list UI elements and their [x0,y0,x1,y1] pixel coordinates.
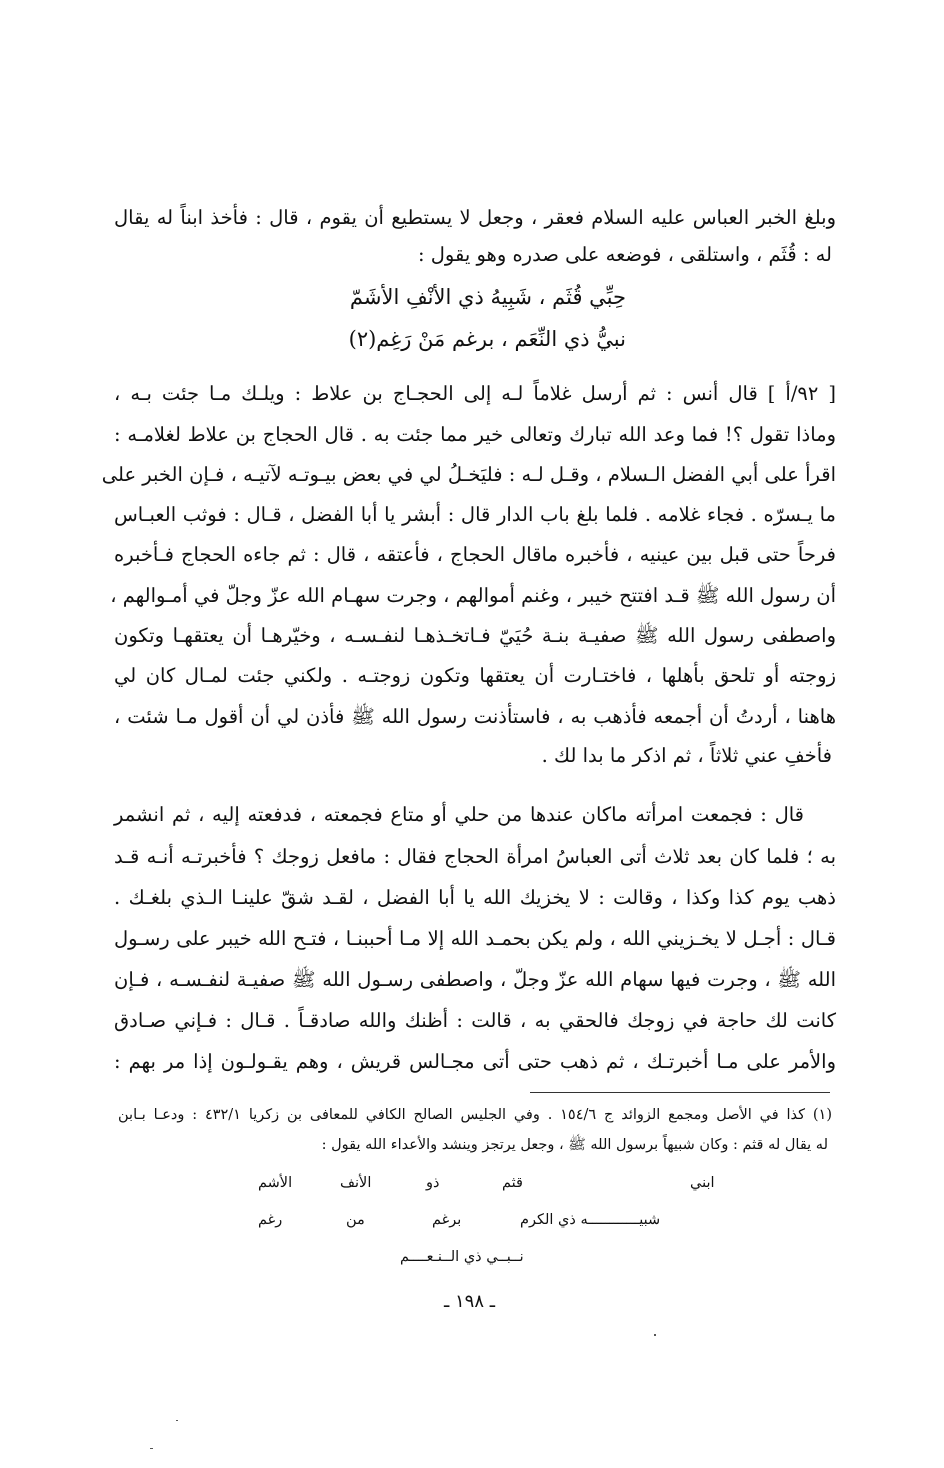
footnote-poem-r2-c3: من [346,1212,365,1228]
scan-speck [176,1420,178,1421]
verse-line-1: حِبِّي قُثَم ، شَبِيهُ ذي الأنْفِ الأشَمّ [349,285,626,309]
paragraph-2-line-10: فأخفِ عني ثلاثاً ، ثم اذكر ما بدا لك . [541,744,832,767]
paragraph-2-line-4: ما يـسرّه . فجاء غلامه . فلما بلغ باب الدار قال : أبشر يا أبا الفضل ، قـال : فوثب العبـاس [114,503,836,526]
paragraph-3-line-1: قال : فجمعت امرأته ماكان عندها من حلي أو متاع فجمعته ، فدفعته إليه ، ثم انشمر [114,803,804,826]
paragraph-2-line-3: اقرأ على أبي الفضل الـسلام ، وقـل لـه : فليَخـلُ لي في بعض بيـوتـه لآتيـه ، فـإن الخبر على [101,463,836,486]
paragraph-2-line-8: زوجته أو تلحق بأهلها ، فاختـارت أن يعتقها وتكون زوجتـه . ولكني جئت لمـال كان لي [114,664,836,687]
footnote-poem-r2-c1: شبيــــــــــــه ذي الكرم [520,1212,661,1228]
paragraph-2-line-7: واصطفى رسول الله ﷺ صفيـة بنـة حُيَيّ فـاتخـذهـا لنفـسـه ، وخيّرهـا أن يعتقهـا وتكون [114,624,836,647]
paragraph-1-line-2: له : قُثَم ، واستلقى ، فوضعه على صدره وهو يقول : [417,243,832,266]
scan-speck [150,1448,153,1449]
paragraph-3-line-6: كانت لك حاجة في زوجك فالحقي به ، قالت : أظنك والله صادقـاً . قـال : فـإني صـادق [114,1009,836,1032]
footnote-poem-r1-c4: الأنف [340,1175,372,1191]
footnote-separator [530,1092,830,1093]
footnote-poem-r1-c3: ذو [426,1175,440,1191]
paragraph-2-line-9: هاهنا ، أردتُ أن أجمعه فأذهب به ، فاستأذنت رسول الله ﷺ فأذن لي أن أقول مـا شئت ، [114,705,836,728]
paragraph-2-line-1: [ ٩٢/أ ] قال أنس : ثم أرسل غلاماً لـه إلى الحجـاج بن علاط : ويلـك مـا جئت بـه ، [114,382,836,405]
footnote-poem-r1-c1: ابني [690,1175,715,1191]
verse-line-2: نبيُّ ذي النِّعَم ، برغم مَنْ رَغِم(٢) [348,327,626,351]
page-number: ـ ١٩٨ ـ [444,1291,496,1312]
paragraph-3-line-3: ذهب يوم كذا وكذا ، وقالت : لا يخزيك الله يا أبا الفضل ، لقـد شقّ علينـا الـذي بلغـك . [114,886,836,909]
scan-speck [654,1334,656,1336]
footnote-poem-r1-c5: الأشم [258,1175,293,1191]
paragraph-3-line-4: قـال : أجـل لا يخـزيني الله ، ولم يكن بحمـد الله إلا مـا أحببنـا ، فتـح الله خيبر على رسـول [114,927,836,950]
footnote-poem-r2-c2: برغم [432,1212,462,1228]
footnote-poem-r2-c4: رغم [258,1212,283,1228]
paragraph-2-line-6: أن رسول الله ﷺ قـد افتتح خيبر ، وغنم أموالهم ، وجرت سهـام الله عزّ وجلّ في أمـوالهم ، [110,584,836,607]
footnote-line-1: (١) كذا في الأصل ومجمع الزوائد ج ١٥٤/٦ . وفي الجليس الصالح الكافي للمعافى بن زكريا ٤٣٢/١ : ودعـا بـابن [118,1107,832,1123]
paragraph-2-line-2: وماذا تقول ؟! فما وعد الله تبارك وتعالى خير مما جئت به . قال الحجاج بن علاط لغلامـه : [114,423,836,446]
footnote-line-2: له يقال له قثم : وكان شبيهاً برسول الله ﷺ ، وجعل يرتجز وينشد والأعداء الله يقول : [321,1137,828,1153]
paragraph-2-line-5: فرحاً حتى قبل بين عينيه ، فأخبره ماقال الحجاج ، فأعتقه ، قال : ثم جاءه الحجاج فـأخبره [114,543,836,566]
paragraph-1-line-1: وبلغ الخبر العباس عليه السلام فعقر ، وجعل لا يستطيع أن يقوم ، قال : فأخذ ابناً له يقال [114,206,836,229]
paragraph-3-line-7: والأمر على مـا أخبرتـك ، ثم ذهب حتى أتى مجـالس قريش ، وهم يقـولـون إذا مر بهم : [114,1050,836,1073]
footnote-poem-r3: نــبــي ذي الــنـعــــم [400,1249,524,1265]
paragraph-3-line-2: به ؛ فلما كان بعد ثلاث أتى العباسُ امرأة الحجاج فقال : مافعل زوجك ؟ فأخبرتـه أنـه قـد [114,845,836,868]
footnote-poem-r1-c2: قثم [502,1175,523,1191]
paragraph-3-line-5: الله ﷺ ، وجرت فيها سهام الله عزّ وجلّ ، واصطفى رسـول الله ﷺ صفيـة لنفـسـه ، فـإن [114,968,836,991]
